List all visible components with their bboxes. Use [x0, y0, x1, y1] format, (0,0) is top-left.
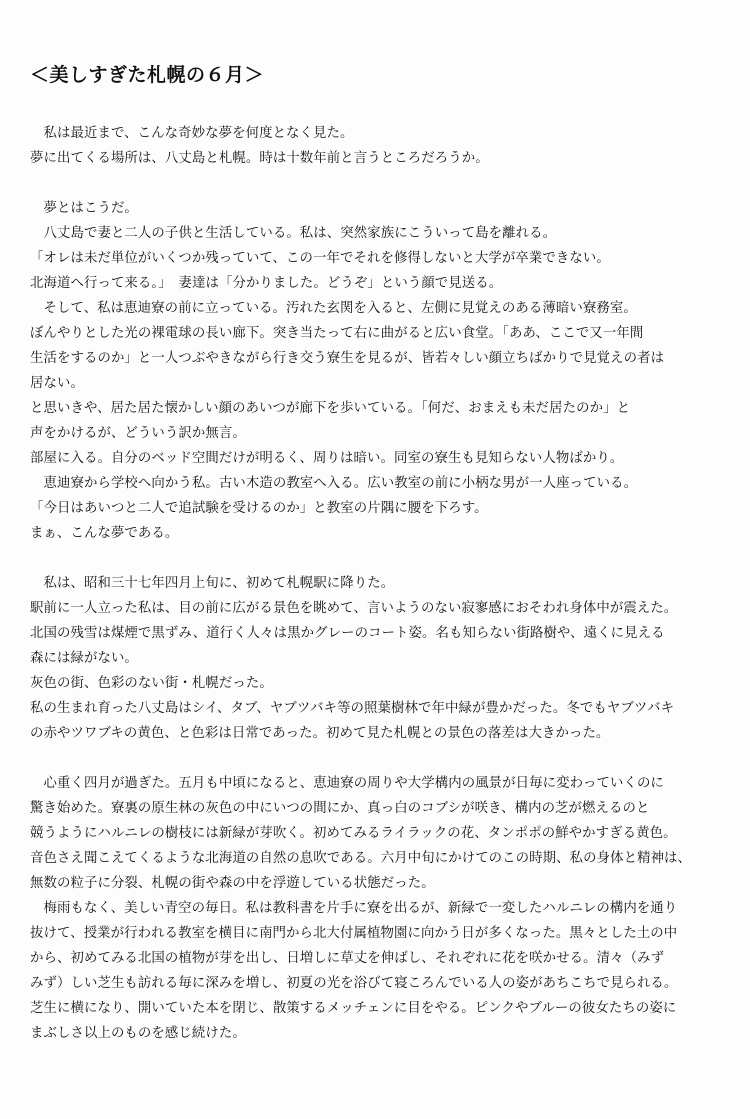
text-line: まぁ、こんな夢である。: [30, 526, 179, 541]
text-line: 夢に出てくる場所は、八丈島と札幌。時は十数年前と言うところだろうか。: [30, 151, 489, 166]
text-line: と思いきや、居た居た懐かしい顔のあいつが廊下を歩いている。「何だ、おまえも未だ居たのか」と: [30, 401, 631, 416]
text-line: 驚き始めた。寮裏の原生林の灰色の中にいつの間にか、真っ白のコブシが咲き、構内の芝が燃えるのと: [30, 801, 650, 816]
text-line: 私は最近まで、こんな奇妙な夢を何度となく見た。: [30, 126, 354, 141]
text-line: 部屋に入る。自分のベッド空間だけが明るく、周りは暗い。同室の寮生も見知らない人物ばかり。: [30, 451, 624, 466]
text-line: 恵迪寮から学校へ向かう私。古い木造の教室へ入る。広い教室の前に小柄な男が一人座っている。: [30, 476, 638, 491]
text-line: 「オレは未だ単位がいくつか残っていて、この一年でそれを修得しないと大学が卒業できない。: [30, 251, 610, 266]
text-line: 私の生まれ育った八丈島はシイ、タブ、ヤブツバキ等の照葉樹林で年中緑が豊かだった。冬でもヤブツバキ: [30, 701, 675, 716]
text-line: 競うようにハルニレの樹枝には新緑が芽吹く。初めてみるライラックの花、タンポポの鮮やかすぎる黄色。: [30, 826, 677, 841]
text-line: 梅雨もなく、美しい青空の毎日。私は教科書を片手に寮を出るが、新緑で一変したハルニレの構内を通り: [30, 901, 678, 916]
text-line: 芝生に横になり、開いていた本を閉じ、散策するメッチェンに目をやる。ピンクやブルーの彼女たちの姿に: [30, 1001, 677, 1016]
text-line: から、初めてみる北国の植物が芽を出し、日増しに草丈を伸ばし、それぞれに花を咲かせる。清々（みず: [30, 951, 665, 966]
text-line: 夢とはこうだ。: [30, 201, 138, 216]
text-line: ぼんやりとした光の裸電球の長い廊下。突き当たって右に曲がると広い食堂。「ああ、ここで又一年間: [30, 326, 644, 341]
text-line: 私は、昭和三十七年四月上旬に、初めて札幌駅に降りた。: [30, 576, 395, 591]
text-line: まぶしさ以上のものを感じ続けた。: [30, 1026, 246, 1041]
text-line: そして、私は恵迪寮の前に立っている。汚れた玄関を入ると、左側に見覚えのある薄暗い寮務室。: [30, 301, 637, 316]
text-line: 灰色の街、色彩のない街・札幌だった。: [30, 676, 273, 691]
text-line: 音色さえ聞こえてくるような北海道の自然の息吹である。六月中旬にかけてのこの時期、私の身体と精神は、: [30, 851, 692, 866]
text-line: の赤やツワブキの黄色、と色彩は日常であった。初めて見た札幌との景色の落差は大きかった。: [30, 726, 610, 741]
text-line: 居ない。: [30, 376, 84, 391]
document-title: ＜美しすぎた札幌の６月＞: [30, 64, 265, 86]
text-line: 森には緑がない。: [30, 651, 138, 666]
text-line: 「今日はあいつと二人で追試験を受けるのか」と教室の片隅に腰を下ろす。: [30, 501, 488, 516]
text-line: 抜けて、授業が行われる教室を横目に南門から北大付属植物園に向かう日が多くなった。黒々とした土の中: [30, 926, 678, 941]
text-line: 駅前に一人立った私は、目の前に広がる景色を眺めて、言いようのない寂寥感におそわれ身体中が震えた。: [30, 601, 678, 616]
text-line: 無数の粒子に分裂、札幌の街や森の中を浮遊している状態だった。: [30, 876, 435, 891]
text-line: 八丈島で妻と二人の子供と生活している。私は、突然家族にこういって島を離れる。: [30, 226, 557, 241]
text-line: 心重く四月が過ぎた。五月も中頃になると、恵迪寮の周りや大学構内の風景が日毎に変わっていくのに: [30, 776, 664, 791]
text-line: 生活をするのか」と一人つぶやきながら行き交う寮生を見るが、皆若々しい顔立ちばかりで見覚えの者は: [30, 351, 665, 366]
text-line: 北国の残雪は煤煙で黒ずみ、道行く人々は黒かグレーのコート姿。名も知らない街路樹や、遠くに見える: [30, 626, 665, 641]
text-line: みず）しい芝生も訪れる毎に深みを増し、初夏の光を浴びて寝ころんでいる人の姿があちこちで見られる。: [30, 976, 678, 991]
text-line: 北海道へ行って来る。」 妻達は「分かりました。どうぞ」という顔で見送る。: [30, 276, 503, 291]
text-line: 声をかけるが、どういう訳か無言。: [30, 426, 246, 441]
